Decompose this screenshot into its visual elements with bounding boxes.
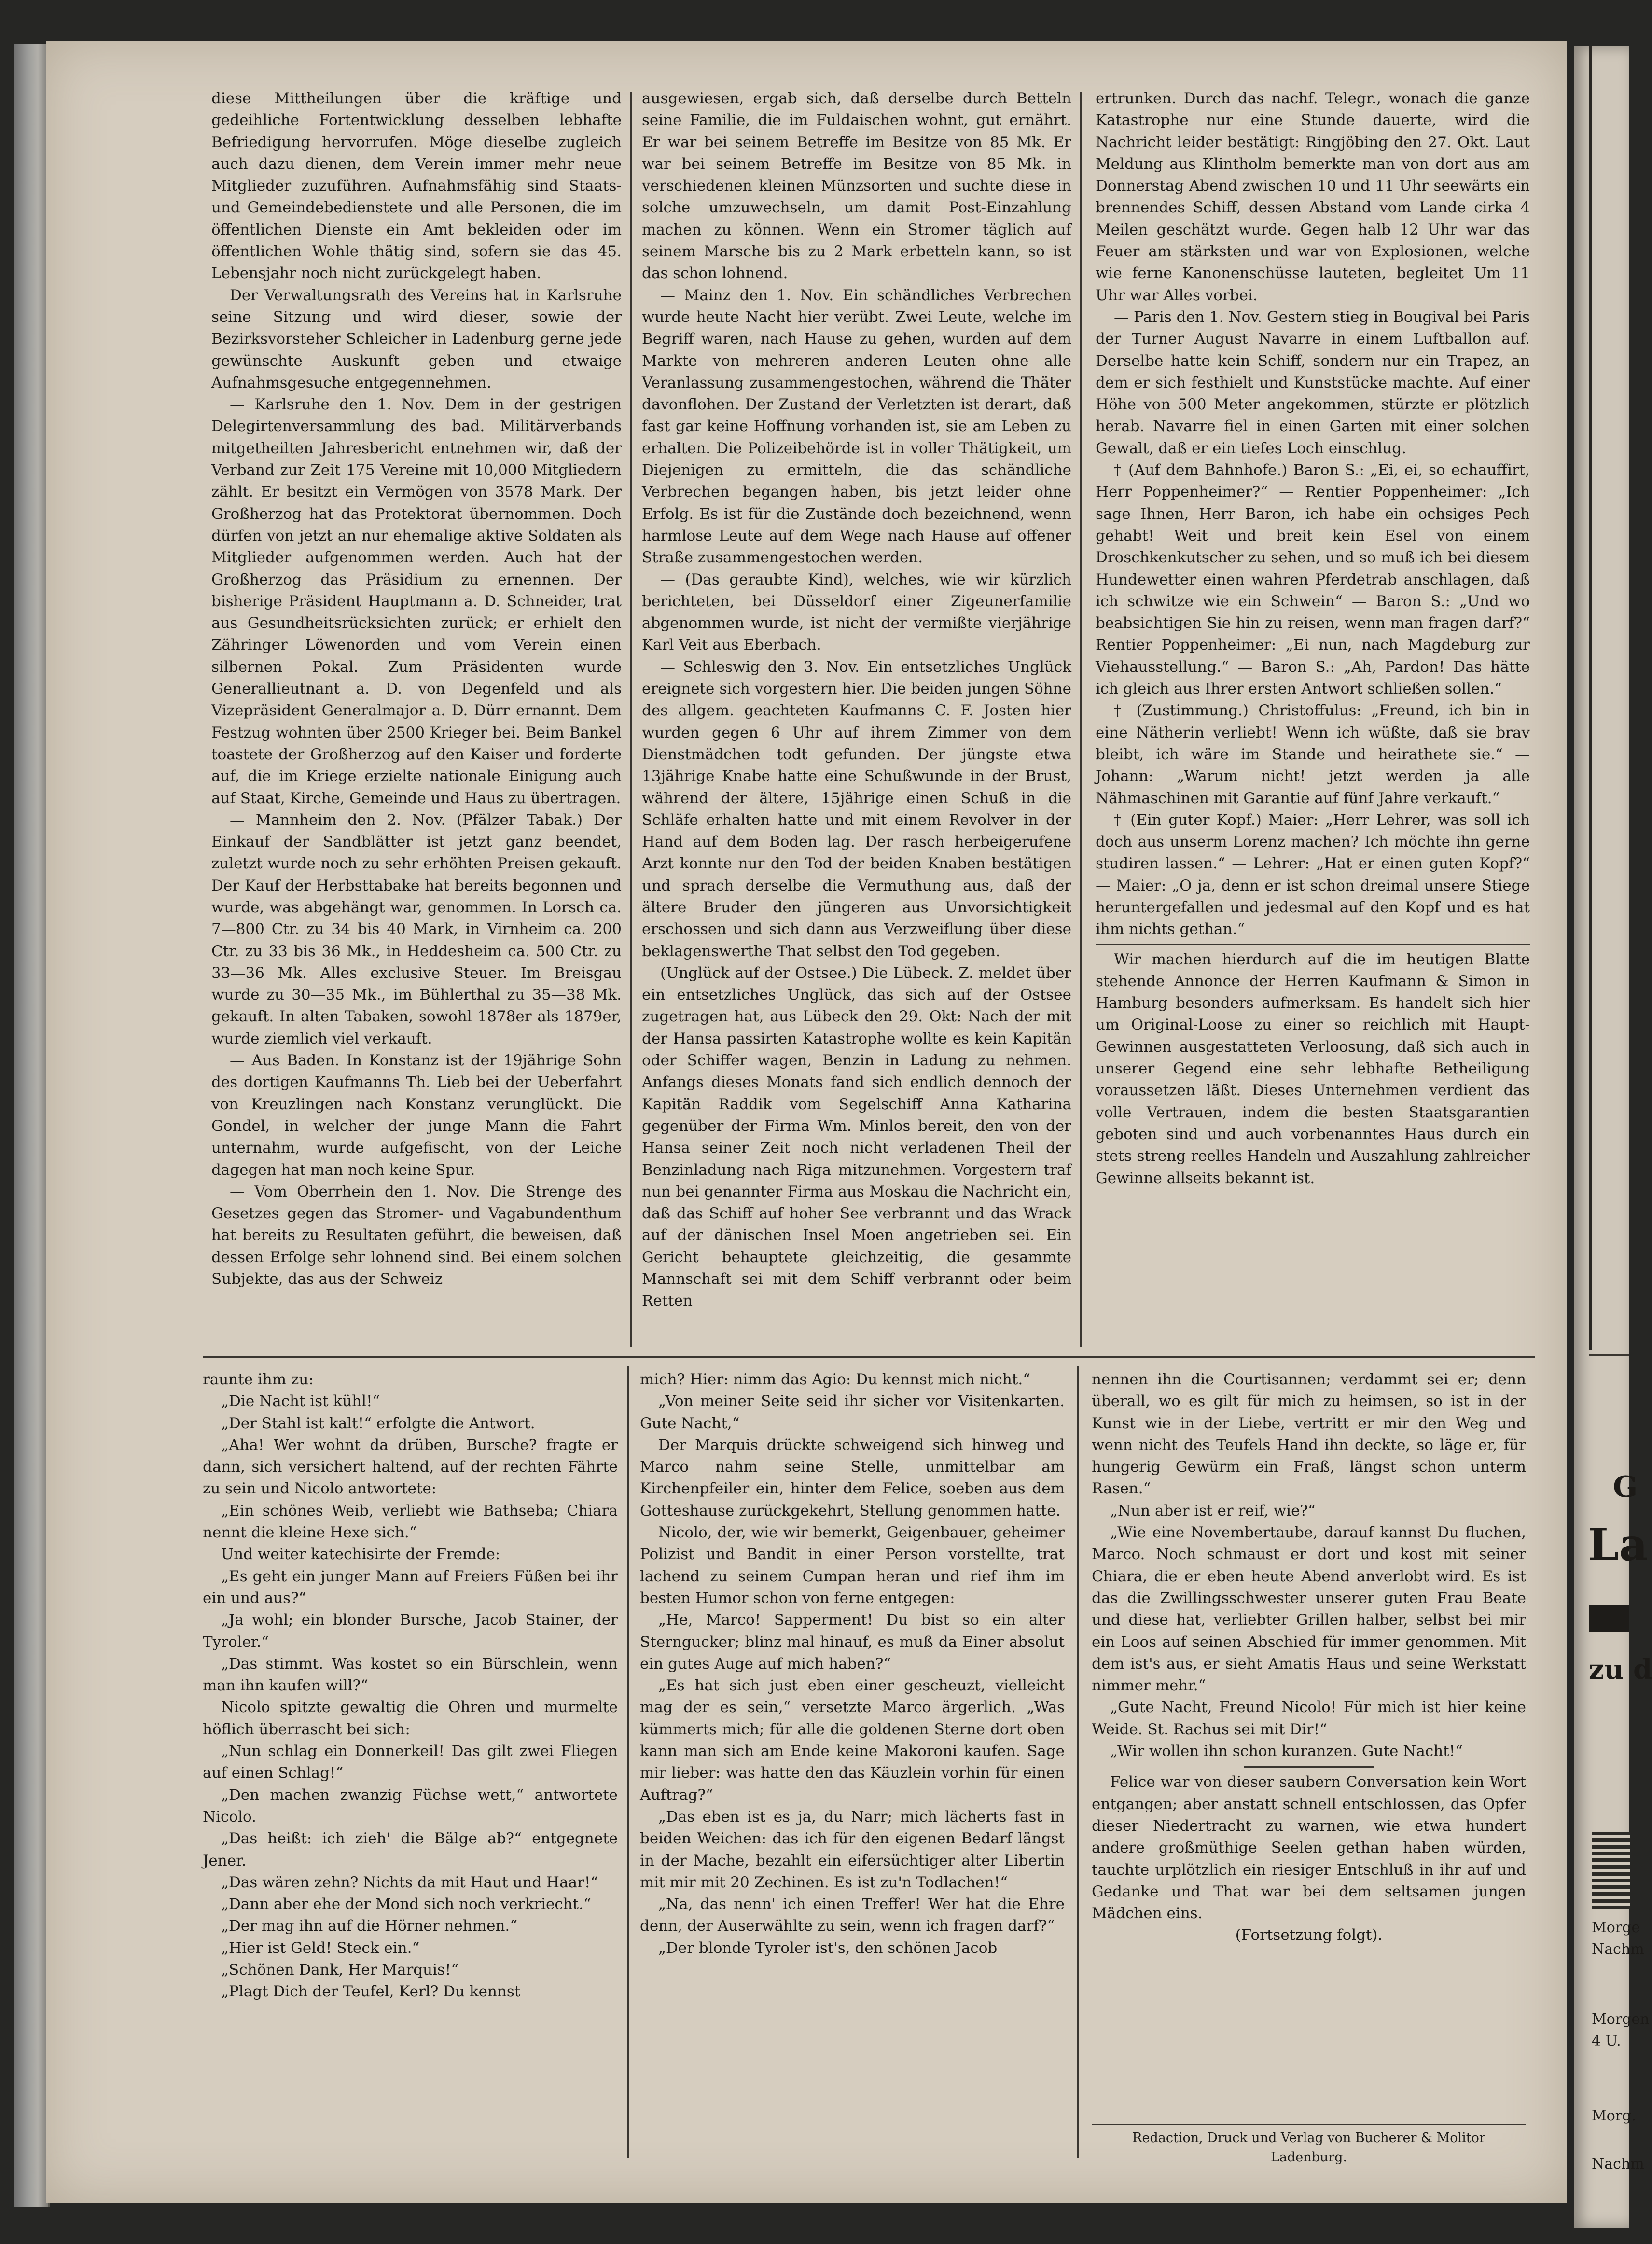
top-col1-para-3: — Karlsruhe den 1. Nov. Dem in der gestrigen Delegirtenversammlung des bad. Militärverbands mitgetheilten Jahresbericht entnehmen wir, daß der Verband zur Zeit 175 Vereine mit 10,000 Mitgliedern zählt. Er besitzt ein Vermögen von 3578 Mark. Der Großherzog hat das Protektorat übernommen. Doch dürfen von jetzt an nur ehemalige aktive Soldaten als Mitglieder aufgenommen werden. Auch hat der Großherzog das Präsidium zu ernennen. Der bisherige Präsident Hauptmann a. D. Schneider, trat aus Gesundheitsrücksichten zurück; er erhielt den Zähringer Löwenorden und vom Verein einen silbernen Pokal. Zum Präsidenten wurde Generallieutnant a. D. von Degenfeld und als Vizepräsident Generalmajor a. D. Dürr ernannt. Dem Festzug wohnten über 2500 Krieger bei. Beim Bankel toastete der Großherzog auf den Kaiser und forderte auf, die im Kriege erzielte nationale Einigung auch auf Staat, Kirche, Gemeinde und Haus zu übertragen. bbox=[211, 396, 622, 807]
feuilleton-rule bbox=[203, 1356, 1535, 1358]
top-col2-para-5: (Unglück auf der Ostsee.) Die Lübeck. Z. meldet über ein entsetzliches Unglück, das sich auf der Ostsee zugetragen hat, aus Lübeck den 29. Okt: Nach der mit der Hansa passirten Katastrophe wollte es kein Kapitän oder Schiffer wagen, Benzin in Ladung zu nehmen. Anfangs dieses Monats fand sich endlich dennoch der Kapitän Raddik vom Segelschiff Anna Katharina gegenüber der Firma Wm. Minlos bereit, den von der Hansa seiner Zeit noch nicht verladenen Theil der Benzinladung nach Riga mitzunehmen. Vorgestern traf nun bei genannter Firma aus Moskau die Nachricht ein, daß das Schiff auf hoher See verbrannt und das Wrack auf der dänischen Insel Moen angetrieben sei. Ein Gericht behauptete gleichzeitig, die gesammte Mannschaft sei mit dem Schiff verbrannt oder beim Retten bbox=[642, 964, 1071, 1310]
bot-col1-para-12: „Den machen zwanzig Füchse wett,“ antwortete Nicolo. bbox=[203, 1786, 618, 1826]
column-rule-3 bbox=[627, 1366, 629, 2158]
bot-col1-para-3: „Der Stahl ist kalt!“ erfolgte die Antwort. bbox=[221, 1414, 535, 1432]
bottom-column-3 bbox=[1092, 1369, 1526, 2093]
bot-col1-para-16: „Der mag ihn auf die Hörner nehmen.“ bbox=[221, 1917, 518, 1935]
top-col2-para-1: ausgewiesen, ergab sich, daß derselbe durch Betteln seine Familie, die im Fuldaischen wohnt, gut ernährt. Er war bei seinem Betreffe im Besitze von 85 Mk. Er war bei seinem Betreffe im Besitze von 85 Mk. in verschiedenen kleinen Münzsorten und suchte diese in solche umzuwechseln, um damit Post-Einzahlung machen zu können. Wenn ein Stromer täglich auf seinem Marsche bis zu 2 Mark erbetteln kann, so ist das schon lohnend. bbox=[642, 90, 1071, 282]
bot-col1-para-15: „Dann aber ehe der Mond sich noch verkriecht.“ bbox=[221, 1896, 591, 1913]
strip-text-7: 4 U. bbox=[1592, 2033, 1621, 2049]
bot-col1-para-8: „Ja wohl; ein blonder Bursche, Jacob Stainer, der Tyroler.“ bbox=[203, 1611, 618, 1651]
strip-text-1: G bbox=[1613, 1470, 1638, 1504]
bot-col1-para-17: „Hier ist Geld! Steck ein.“ bbox=[221, 1939, 420, 1957]
column-rule-4 bbox=[1077, 1366, 1079, 2158]
strip-black-band bbox=[1589, 1605, 1629, 1632]
bot-col1-para-7: „Es geht ein junger Mann auf Freiers Füßen bei ihr ein und aus?“ bbox=[203, 1567, 618, 1607]
bot-col2-para-6: „Es hat sich just eben einer gescheuzt, vielleicht mag der es sein,“ versetzte Marco ärgerlich. „Was kümmerts mich; für alle die goldenen Sterne dort oben kann man sich am Ende keine Makoroni kaufen. Sage mir lieber: was hatte den das Käuzlein vorhin für einen Auftrag?“ bbox=[640, 1677, 1065, 1804]
strip-text-5: Nachm bbox=[1592, 1941, 1644, 1958]
bot-col3-para-3: „Wie eine Novembertaube, darauf kannst Du fluchen, Marco. Noch schmaust er dort und kost mit seiner Chiara, die er eben heute Abend anverlobt wird. Es ist das die Zwillingsschwester unserer guten Frau Beate und diese hat, verliebter Grillen halber, selbst bei mir ein Loos auf seinen Abschied für immer genommen. Mit dem ist's aus, er sieht Amatis Haus und seine Werkstatt nimmer mehr.“ bbox=[1092, 1524, 1526, 1695]
bot-col2-para-5: „He, Marco! Sapperment! Du bist so ein alter Sterngucker; blinz mal hinauf, es muß da Einer absolut ein gutes Auge auf mich haben?“ bbox=[640, 1611, 1065, 1673]
bot-col2-para-3: Der Marquis drückte schweigend sich hinweg und Marco nahm seine Stelle, unmittelbar am Kirchenpfeiler ein, hinter dem Felice, soeben aus dem Gotteshause zurückgekehrt, Stellung genommen hatte. bbox=[640, 1436, 1065, 1519]
strip-text-4: Morge bbox=[1592, 1919, 1640, 1936]
top-col3-para-1: ertrunken. Durch das nachf. Telegr., wonach die ganze Katastrophe nur eine Stunde dauerte, wird die Nachricht leider bestätigt: Ringjöbing den 27. Okt. Laut Meldung aus Klintholm bemerkte man von dort aus am Donnerstag Abend zwischen 10 und 11 Uhr seewärts ein brennendes Schiff, dessen Abstand vom Lande cirka 4 Meilen geschätzt wurde. Gegen halb 12 Uhr war das Feuer am stärksten und war von Explosionen, welche wie ferne Kanonenschüsse lauteten, begleitet Um 11 Uhr war Alles vorbei. bbox=[1096, 90, 1530, 304]
bot-col1-para-6: Und weiter katechisirte der Fremde: bbox=[221, 1546, 500, 1563]
bot-col3-para-5: „Wir wollen ihn schon kuranzen. Gute Nacht!“ bbox=[1110, 1742, 1463, 1760]
bot-col2-para-2: „Von meiner Seite seid ihr sicher vor Visitenkarten. Gute Nacht,“ bbox=[640, 1393, 1065, 1432]
imprint-rule bbox=[1092, 2124, 1526, 2125]
bot-col1-para-9: „Das stimmt. Was kostet so ein Bürschlein, wenn man ihn kaufen will?“ bbox=[203, 1655, 618, 1695]
adjacent-page-strip bbox=[1574, 46, 1652, 2228]
continuation-note: (Fortsetzung folgt). bbox=[1235, 1926, 1383, 1944]
strip-rule bbox=[1589, 46, 1592, 1350]
bot-col1-para-10: Nicolo spitzte gewaltig die Ohren und murmelte höflich überrascht bei sich: bbox=[203, 1699, 618, 1738]
top-col2-para-2: — Mainz den 1. Nov. Ein schändliches Verbrechen wurde heute Nacht hier verübt. Zwei Leute, welche im Begriff waren, nach Hause zu gehen, wurden auf dem Markte von mehreren anderen Leuten ohne alle Veranlassung zusammengestochen, während die Thäter davonflohen. Der Zustand der Verletzten ist derart, daß fast gar keine Hoffnung vorhanden ist, sie am Leben zu erhalten. Die Polizeibehörde ist in voller Thätigkeit, um Diejenigen zu ermitteln, die das schändliche Verbrechen begangen haben, bis jetzt leider ohne Erfolg. Es ist für die Zustände doch bezeichnend, wenn harmlose Leute auf dem Wege nach Hause auf offener Straße zusammengestochen werden. bbox=[642, 286, 1071, 567]
imprint-line-1: Redaction, Druck und Verlag von Bucherer & Molitor bbox=[1132, 2131, 1485, 2146]
bot-col1-para-2: „Die Nacht ist kühl!“ bbox=[221, 1393, 380, 1410]
top-col1-para-6: — Vom Oberrhein den 1. Nov. Die Strenge des Gesetzes gegen das Stromer- und Vagabundenthum hat bereits zu Resultaten geführt, die beweisen, daß dessen Erfolge sehr lohnend sind. Bei einem solchen Subjekte, das aus der Schweiz bbox=[211, 1183, 622, 1288]
bot-col2-para-4: Nicolo, der, wie wir bemerkt, Geigenbauer, geheimer Polizist und Bandit in einer Person vorstellte, trat lachend zu seinem Cumpan heran und rief ihm im besten Humor schon von ferne entgegen: bbox=[640, 1524, 1065, 1607]
bot-col3-para-1: nennen ihn die Courtisannen; verdammt sei er; denn überall, wo es gilt für mich zu heimsen, so ist in der Kunst wie in der Liebe, vertritt er mir den Weg und wenn nicht des Teufels Hand ihn deckte, so läge er, für hungerig Gewürm ein Fraß, längst schon unterm Rasen.“ bbox=[1092, 1371, 1526, 1498]
bot-col3-para-6: Felice war von dieser saubern Conversation kein Wort entgangen; aber anstatt schnell entschlossen, das Opfer dieser Niedertracht zu warnen, wie etwa hundert andere großmüthige Seelen gethan haben würden, tauchte urplötzlich ein riesiger Entschluß in ihr auf und Gedanke und That war bei dem seltsamen jungen Mädchen eins. bbox=[1092, 1773, 1526, 1923]
bot-col2-para-7: „Das eben ist es ja, du Narr; mich lächerts fast in beiden Weichen: das ich für den eigenen Bedarf längst in der Mache, bezahlt ein eifersüchtiger alter Libertin mit mir mit 20 Zechinen. Es ist zu'n Todlachen!“ bbox=[640, 1808, 1065, 1891]
top-column-3 bbox=[1096, 88, 1530, 1349]
top-col2-para-4: — Schleswig den 3. Nov. Ein entsetzliches Unglück ereignete sich vorgestern hier. Die beiden jungen Söhne des allgem. geachteten Kaufmanns C. F. Josten hier wurden gegen 6 Uhr auf ihrem Zimmer von dem Dienstmädchen todt gefunden. Der jüngste etwa 13jährige Knabe hatte eine Schußwunde in der Brust, während der ältere, 15jährige einen Schuß in die Schläfe erhalten hatte und mit einem Revolver in der Hand auf dem Boden lag. Der rasch herbeigerufene Arzt konnte nur den Tod der beiden Knaben bestätigen und sprach derselbe die Vermuthung aus, daß der ältere Bruder den jüngeren aus Unvorsichtigkeit erschossen und sich dann aus Verzweiflung über diese beklagenswerthe That selbst den Tod gegeben. bbox=[642, 658, 1071, 960]
top-col1-para-4: — Mannheim den 2. Nov. (Pfälzer Tabak.) Der Einkauf der Sandblätter ist jetzt ganz beendet, zuletzt wurde noch zu sehr erhöhten Preisen gekauft. Der Kauf der Herbsttabake hat bereits begonnen und wurde, was abgehängt war, genommen. In Lorsch ca. 7—800 Ctr. zu 34 bis 40 Mark, in Virnheim ca. 200 Ctr. zu 33 bis 36 Mk., in Heddesheim ca. 500 Ctr. zu 33—36 Mk. Alles exclusive Steuer. Im Breisgau wurde zu 30—35 Mk., im Bühlerthal zu 35—38 Mk. gekauft. In alten Tabaken, sowohl 1878er als 1879er, wurde ziemlich viel verkauft. bbox=[211, 811, 622, 1047]
top-col3-para-5: † (Ein guter Kopf.) Maier: „Herr Lehrer, was soll ich doch aus unserm Lorenz machen? Ich möchte ihn gerne studiren lassen.“ — Lehrer: „Hat er einen guten Kopf?“ — Maier: „O ja, denn er ist schon dreimal unsere Stiege heruntergefallen und jedesmal auf den Kopf und es hat ihm nichts gethan.“ bbox=[1096, 811, 1530, 938]
binding-edge bbox=[14, 44, 50, 2207]
strip-text-9: Nachm bbox=[1592, 2156, 1644, 2173]
strip-text-8: Morg. bbox=[1592, 2107, 1636, 2124]
strip-text-6: Morgen bbox=[1592, 2011, 1650, 2028]
column-rule-2 bbox=[1080, 92, 1082, 1347]
strip-engraving bbox=[1592, 1832, 1630, 1909]
bot-col2-para-8: „Na, das nenn' ich einen Treffer! Wer hat die Ehre denn, der Auserwählte zu sein, wenn ich fragen darf?“ bbox=[640, 1896, 1065, 1935]
imprint-line-2: Ladenburg. bbox=[1270, 2150, 1347, 2165]
top-col3-para-3: † (Auf dem Bahnhofe.) Baron S.: „Ei, ei, so echauffirt, Herr Poppenheimer?“ — Rentier Poppenheimer: „Ich sage Ihnen, Herr Baron, ich habe ein ochsiges Pech gehabt! Weit und breit kein Esel von einem Droschkenkutscher zu sehen, und so muß ich bei diesem Hundewetter einen wahren Pferdetrab anschlagen, daß ich schwitze wie ein Schwein“ — Baron S.: „Und wo beabsichtigen Sie hin zu reisen, wenn man fragen darf?“ Rentier Poppenheimer: „Ei nun, nach Magdeburg zur Viehausstellung.“ — Baron S.: „Ah, Pardon! Das hätte ich gleich aus Ihrer ersten Antwort schließen sollen.“ bbox=[1096, 461, 1530, 698]
bot-col1-para-1: raunte ihm zu: bbox=[203, 1371, 314, 1388]
bot-col1-para-5: „Ein schönes Weib, verliebt wie Bathseba; Chiara nennt die kleine Hexe sich.“ bbox=[203, 1502, 618, 1542]
column-rule-1 bbox=[630, 92, 632, 1347]
bot-col1-para-11: „Nun schlag ein Donnerkeil! Das gilt zwei Fliegen auf einen Schlag!“ bbox=[203, 1742, 618, 1782]
bottom-column-1 bbox=[203, 1369, 618, 2170]
top-col2-para-3: — (Das geraubte Kind), welches, wie wir kürzlich berichteten, bei Düsseldorf einer Zigeunerfamilie abgenommen wurde, ist nicht der vermißte vierjährige Karl Veit aus Eberbach. bbox=[642, 571, 1071, 654]
top-col3-para-6: Wir machen hierdurch auf die im heutigen Blatte stehende Annonce der Herren Kaufmann & Simon in Hamburg besonders aufmerksam. Es handelt sich hier um Original-Loose zu einer so reichlich mit Haupt-Gewinnen ausgestatteten Verloosung, daß sich auch in unserer Gegend eine sehr lebhafte Betheiligung voraussetzen läßt. Dieses Unternehmen verdient das volle Vertrauen, indem die besten Staatsgarantien geboten sind und auch vorbenanntes Haus durch ein stets streng reelles Handeln und Auszahlung zahlreicher Gewinne allseits bekannt ist. bbox=[1096, 950, 1530, 1187]
top-col3-para-4: † (Zustimmung.) Christoffulus: „Freund, ich bin in eine Nätherin verliebt! Wenn ich wüßte, daß sie brav bleibt, ich wäre im Stande und heirathete sie.“ — Johann: „Warum nicht! jetzt werden ja alle Nähmaschinen mit Garantie auf fünf Jahre verkauft.“ bbox=[1096, 702, 1530, 807]
top-column-2 bbox=[642, 88, 1071, 1349]
top-col1-para-5: — Aus Baden. In Konstanz ist der 19jährige Sohn des dortigen Kaufmanns Th. Lieb bei der Ueberfahrt von Kreuzlingen nach Konstanz verunglückt. Die Gondel, in welcher der junge Mann die Fahrt unternahm, wurde aufgefischt, von der Leiche dagegen hat man noch keine Spur. bbox=[211, 1052, 622, 1179]
bot-col2-para-9: „Der blonde Tyroler ist's, den schönen Jacob bbox=[658, 1939, 998, 1957]
strip-text-2: La bbox=[1588, 1519, 1648, 1571]
bot-col3-para-4: „Gute Nacht, Freund Nicolo! Für mich ist hier keine Weide. St. Rachus sei mit Dir!“ bbox=[1092, 1699, 1526, 1738]
strip-text-3: zu d bbox=[1589, 1654, 1652, 1686]
bot-col1-para-19: „Plagt Dich der Teufel, Kerl? Du kennst bbox=[221, 1983, 521, 2001]
top-column-1 bbox=[211, 88, 622, 1349]
dialog-end-rule bbox=[1244, 1766, 1374, 1768]
bot-col1-para-18: „Schönen Dank, Her Marquis!“ bbox=[221, 1961, 459, 1979]
imprint bbox=[1092, 2129, 1526, 2177]
bot-col1-para-13: „Das heißt: ich zieh' die Bälge ab?“ entgegnete Jener. bbox=[203, 1830, 618, 1869]
bot-col2-para-1: mich? Hier: nimm das Agio: Du kennst mich nicht.“ bbox=[640, 1371, 1031, 1388]
bot-col3-para-2: „Nun aber ist er reif, wie?“ bbox=[1110, 1502, 1316, 1519]
bot-col1-para-4: „Aha! Wer wohnt da drüben, Bursche? fragte er dann, sich versichert haltend, auf der rechten Fährte zu sein und Nicolo antwortete: bbox=[203, 1436, 618, 1498]
bot-col1-para-14: „Das wären zehn? Nichts da mit Haut und Haar!“ bbox=[221, 1873, 598, 1891]
section-rule bbox=[1096, 944, 1530, 945]
top-col1-para-2: Der Verwaltungsrath des Vereins hat in Karlsruhe seine Sitzung und wird dieser, sowie der Bezirksvorsteher Schleicher in Ladenburg gerne jede gewünschte Auskunft geben und etwaige Aufnahmsgesuche entgegennehmen. bbox=[211, 286, 622, 391]
strip-rule-top bbox=[1589, 1354, 1629, 1356]
top-col3-para-2: — Paris den 1. Nov. Gestern stieg in Bougival bei Paris der Turner August Navarre in einem Luftballon auf. Derselbe hatte kein Schiff, sondern nur ein Trapez, an dem er sich festhielt und Kunststücke machte. Auf einer Höhe von 500 Meter angekommen, stürzte er plötzlich herab. Navarre fiel in einen Garten mit einer solchen Gewalt, daß er ein tiefes Loch einschlug. bbox=[1096, 308, 1530, 457]
top-col1-para-1: diese Mittheilungen über die kräftige und gedeihliche Fortentwicklung desselben lebhafte Befriedigung hervorrufen. Möge dieselbe zugleich auch dazu dienen, dem Verein immer mehr neue Mitglieder zuzuführen. Aufnahmsfähig sind Staats- und Gemeindebedienstete und alle Personen, die im öffentlichen Dienste ein Amt bekleiden oder im öffentlichen Wohle thätig sind, sofern sie das 45. Lebensjahr noch nicht zurückgelegt haben. bbox=[211, 90, 622, 282]
bottom-column-2 bbox=[640, 1369, 1065, 2170]
